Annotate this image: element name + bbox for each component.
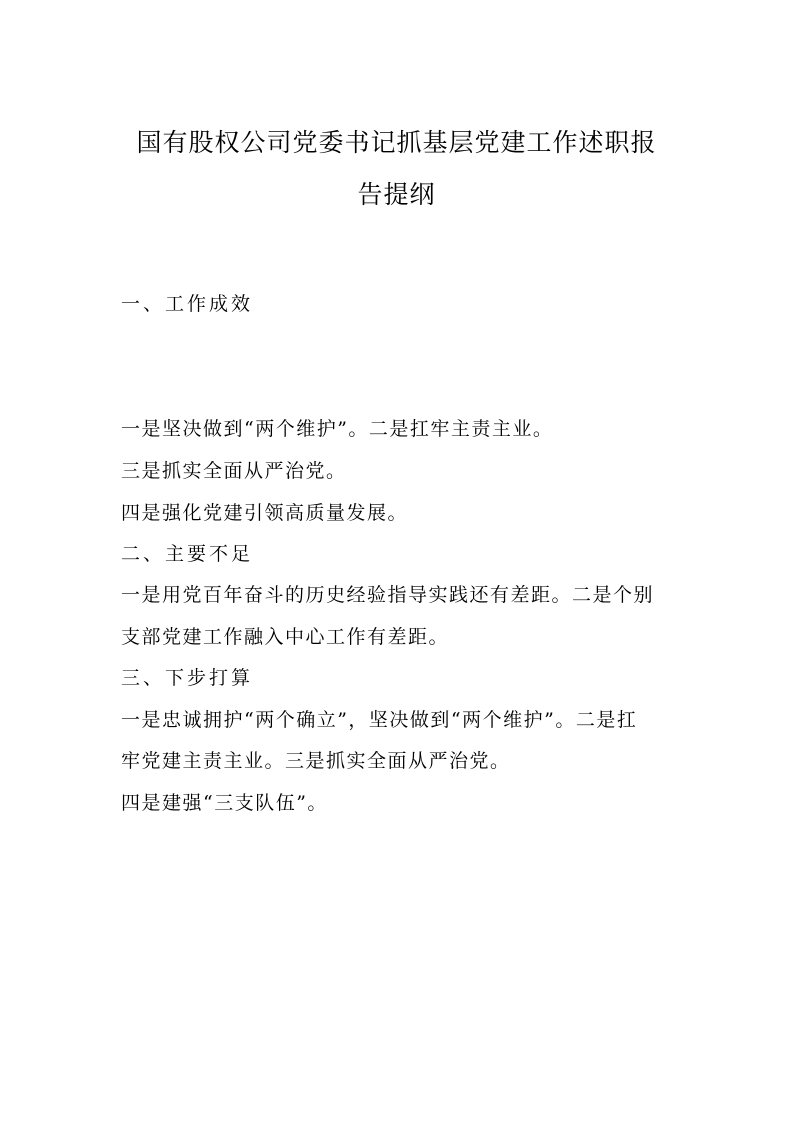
paragraph-achievement-2: 三是抓实全面从严治党。 <box>121 460 347 482</box>
paragraph-next-step-line-2: 牢党建主责主业。三是抓实全面从严治党。 <box>121 750 511 772</box>
paragraph-achievement-3: 四是强化党建引领高质量发展。 <box>121 502 409 524</box>
section-heading-next-steps: 三、下步打算 <box>121 667 254 689</box>
section-heading-shortcomings: 二、主要不足 <box>121 543 254 565</box>
paragraph-shortcoming-line-2: 支部党建工作融入中心工作有差距。 <box>121 626 450 648</box>
paragraph-next-step-line-1: 一是忠诚拥护“两个确立”，坚决做到“两个维护”。二是扛 <box>121 709 638 731</box>
section-heading-achievements: 一、工作成效 <box>121 293 254 315</box>
paragraph-next-step-2: 四是建强“三支队伍”。 <box>121 792 328 814</box>
document-title-line-2: 告提纲 <box>357 180 436 209</box>
document-title-line-1: 国有股权公司党委书记抓基层党建工作述职报 <box>136 128 657 157</box>
paragraph-shortcoming-line-1: 一是用党百年奋斗的历史经验指导实践还有差距。二是个别 <box>121 584 655 606</box>
paragraph-achievement-1: 一是坚决做到“两个维护”。二是扛牢主责主业。 <box>121 418 554 440</box>
